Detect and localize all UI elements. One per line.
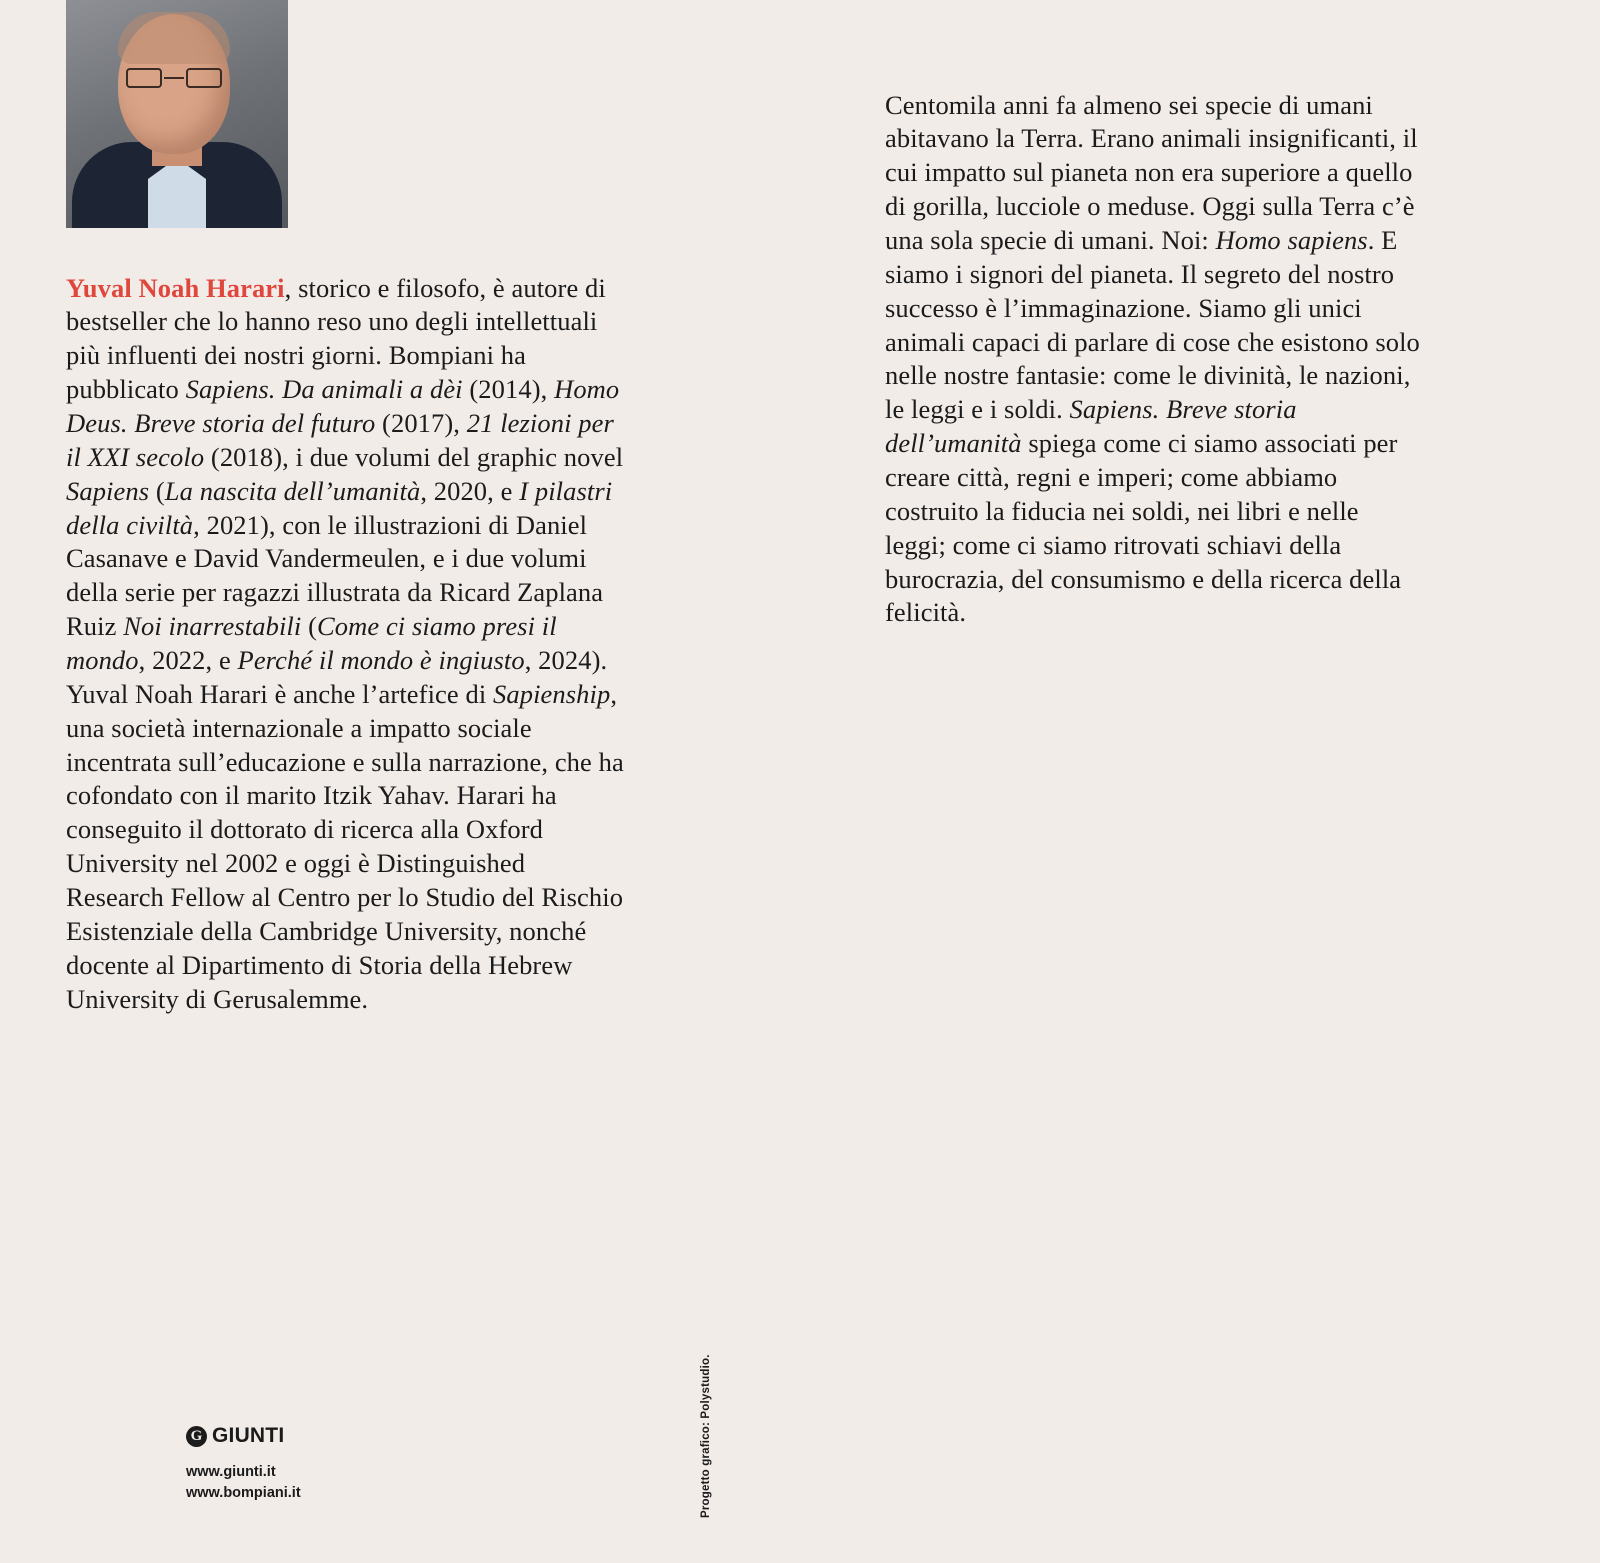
giunti-logo-icon: G	[186, 1426, 207, 1447]
author-bio-paragraph: Yuval Noah Harari, storico e filosofo, è autore di bestseller che lo hanno reso uno degli intellettuali più influenti dei nostri giorni. Bompiani ha pubblicato Sapiens. Da animali a dèi (2014), Homo Deus. Breve storia del futuro (2017), 21 lezioni per il XXI secolo (2018), i due volumi del graphic novel Sapiens (La nascita dell’umanità, 2020, e I pilastri della civiltà, 2021), con le illustrazioni di Daniel Casanave e David Vandermeulen, e i due volumi della serie per ragazzi illustrata da Ricard Zaplana Ruiz Noi inarrestabili (Come ci siamo presi il mondo, 2022, e Perché il mondo è ingiusto, 2024). Yuval Noah Harari è anche l’artefice di Sapienship, una società internazionale a impatto sociale incentrata sull’educazione e sulla narrazione, che ha cofondato con il marito Itzik Yahav. Harari ha conseguito il dottorato di ricerca alla Oxford University nel 2002 e oggi è Distinguished Research Fellow al Centro per lo Studio del Rischio Esistenziale della Cambridge University, nonché docente al Dipartimento di Storia della Hebrew University di Gerusalemme.	[66, 272, 624, 1014]
website-giunti[interactable]: www.giunti.it	[186, 1464, 276, 1480]
author-photo	[66, 0, 288, 228]
book-blurb-paragraph: Centomila anni fa almeno sei specie di umani abitavano la Terra. Erano animali insignificanti, il cui impatto sul pianeta non era superiore a quello di gorilla, lucciole o meduse. Oggi sulla Terra c’è una sola specie di umani. Noi: Homo sapiens. E siamo i signori del pianeta. Il segreto del nostro successo è l’immaginazione. Siamo gli unici animali capaci di parlare di cose che esistono solo nelle nostre fantasie: come le divinità, le nazioni, le leggi e i soldi. Sapiens. Breve storia dell’umanità spiega come ci siamo associati per creare città, regni e imperi; come abbiamo costruito la fiducia nei soldi, nei libri e nelle leggi; come ci siamo ritrovati schiavi della burocrazia, del consumismo e della ricerca della felicità.	[885, 89, 1420, 628]
publisher-logo	[186, 1424, 301, 1448]
glasses-icon	[124, 68, 224, 88]
photo-shirt	[148, 158, 206, 228]
publisher-name: GIUNTI	[212, 1424, 285, 1447]
publisher-websites	[186, 1462, 301, 1503]
author-name: Yuval Noah Harari	[66, 272, 285, 303]
photo-hairline	[118, 12, 230, 64]
website-bompiani[interactable]: www.bompiani.it	[186, 1484, 301, 1501]
publisher-block	[186, 1424, 301, 1503]
design-credit: Progetto grafico: Polystudio.	[700, 1354, 712, 1518]
